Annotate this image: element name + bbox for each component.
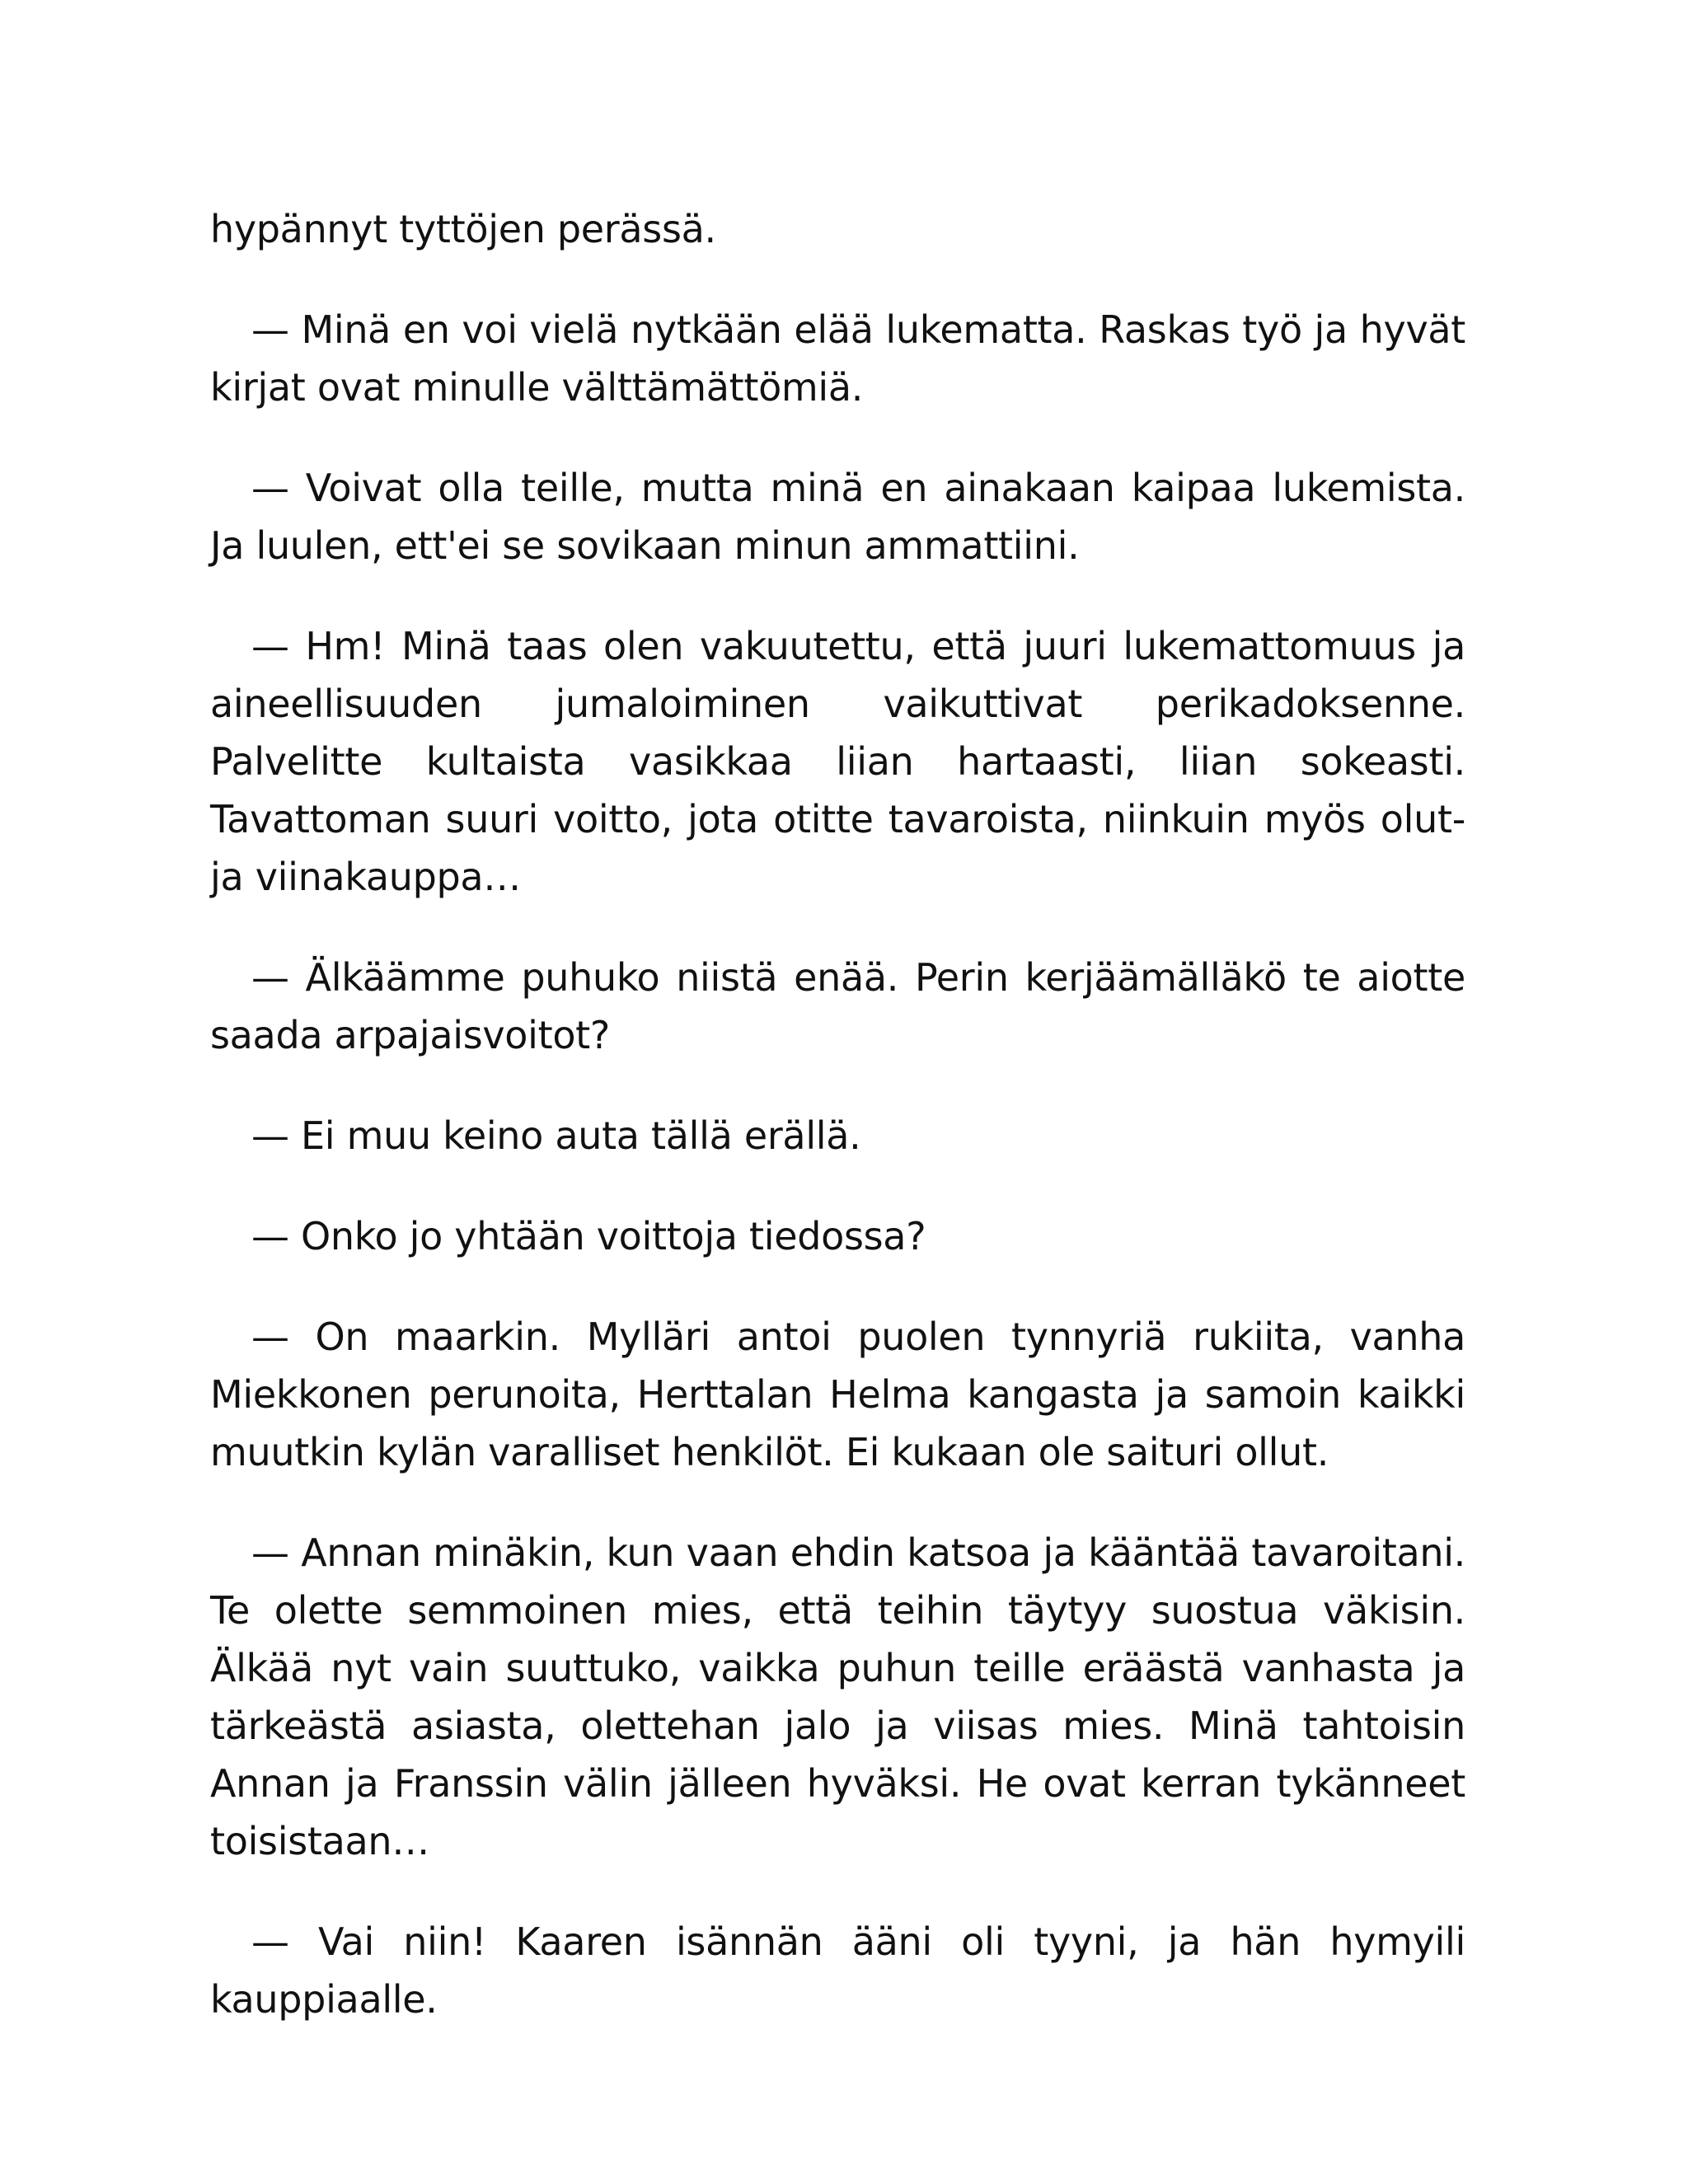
- paragraph-6: — Ei muu keino auta tällä erällä.: [251, 1113, 861, 1158]
- paragraph-7: — Onko jo yhtään voittoja tiedossa?: [251, 1214, 926, 1258]
- paragraph-2: — Minä en voi vielä nytkään elää lukematta. Raskas työ ja hyvät kirjat ovat minulle välttämättömiä.: [210, 307, 1465, 410]
- paragraph-4: — Hm! Minä taas olen vakuutettu, että juuri lukemattomuus ja aineellisuuden jumaloiminen vaikuttivat perikadoksenne. Palvelitte kultaista vasikkaa liian hartaasti, liian sokeasti. Tavattoman suuri voitto, jota otitte tavaroista, niinkuin myös olut- ja viinakauppa…: [210, 624, 1465, 899]
- paragraph-5: — Älkäämme puhuko niistä enää. Perin kerjäämälläkö te aiotte saada arpajaisvoitot?: [210, 955, 1465, 1057]
- paragraph-10: — Vai niin! Kaaren isännän ääni oli tyyni, ja hän hymyili kauppiaalle.: [210, 1919, 1465, 2022]
- paragraph-9: — Annan minäkin, kun vaan ehdin katsoa ja kääntää tavaroitani. Te olette semmoinen mies, että teihin täytyy suostua väkisin. Älkää nyt vain suuttuko, vaikka puhun teille eräästä vanhasta ja tärkeästä asiasta, olettehan jalo ja viisas mies. Minä tahtoisin Annan ja Franssin välin jälleen hyväksi. He ovat kerran tykänneet toisistaan…: [210, 1530, 1465, 1863]
- paragraph-8: — On maarkin. Mylläri antoi puolen tynnyriä rukiita, vanha Miekkonen perunoita, Herttalan Helma kangasta ja samoin kaikki muutkin kylän varalliset henkilöt. Ei kukaan ole saituri ollut.: [210, 1315, 1465, 1474]
- paragraph-1: hypännyt tyttöjen perässä.: [210, 207, 716, 251]
- paragraph-3: — Voivat olla teille, mutta minä en ainakaan kaipaa lukemista. Ja luulen, ett'ei se sovikaan minun ammattiini.: [210, 466, 1465, 568]
- text-body: [210, 200, 1465, 2071]
